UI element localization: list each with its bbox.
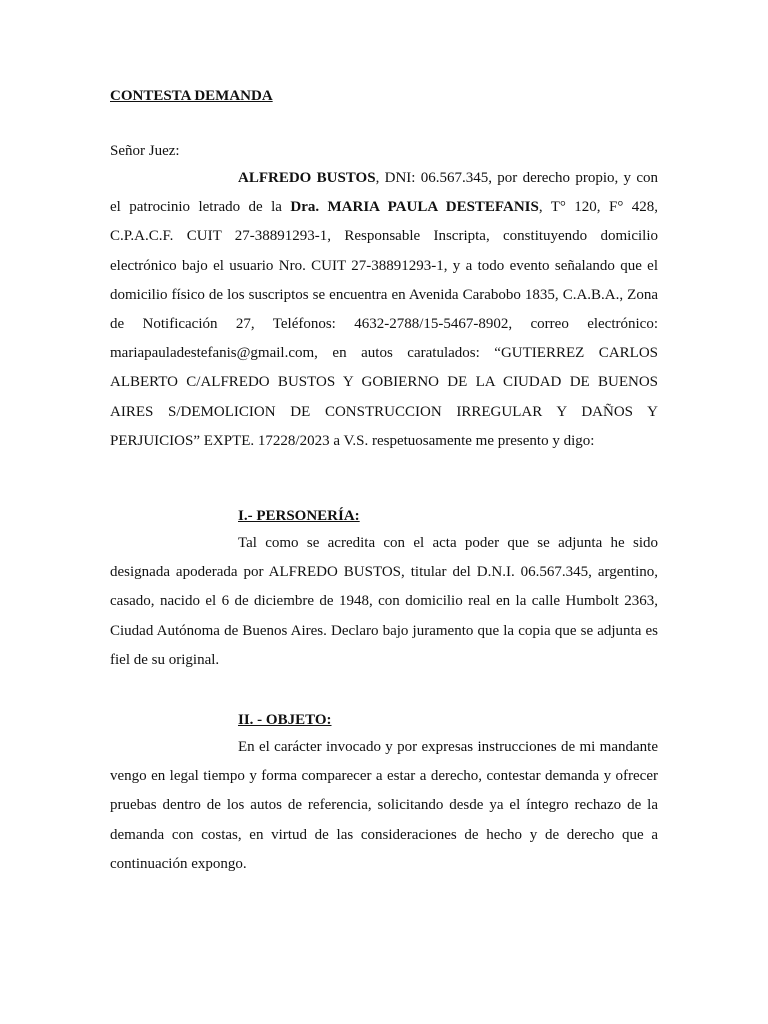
intro-text-part1: , DNI: 06.567.345, por derecho propio, y con el patrocinio letrado de la — [110, 170, 658, 216]
section-text: En el carácter invocado y por expresas instrucciones de mi mandante vengo en legal tiempo y forma comparecer a estar a derecho, contestar demanda y ofrecer pruebas dentro de los autos de referencia, solicitando desde ya el íntegro rechazo de la demanda con costas, en virtud de las consideraciones de hecho y de derecho que a continuación expongo. — [110, 739, 658, 872]
document-title: CONTESTA DEMANDA — [110, 88, 273, 104]
lawyer-name: Dra. MARIA PAULA DESTEFANIS — [290, 199, 539, 216]
section-text: Tal como se acredita con el acta poder que se adjunta he sido designada apoderada por ALFREDO BUSTOS, titular del D.N.I. 06.567.345, argentino, casado, nacido el 6 de diciembre de 1948, con domicilio real en la calle Humbolt 2363, Ciudad Autónoma de Buenos Aires. Declaro bajo juramento que la copia que se adjunta es fiel de su original. — [110, 535, 658, 668]
section-body-objeto — [110, 733, 658, 879]
section-body-personeria — [110, 529, 658, 675]
salutation: Señor Juez: — [110, 143, 180, 159]
defendant-name: ALFREDO BUSTOS — [238, 170, 376, 186]
section-heading-objeto: II. - OBJETO: — [238, 712, 332, 728]
intro-paragraph — [110, 164, 658, 456]
intro-text-part2: , T° 120, F° 428, C.P.A.C.F. CUIT 27-38891293-1, Responsable Inscripta, constituyendo domicilio electrónico bajo el usuario Nro. CUIT 27-38891293-1, y a todo evento señalando que el domicilio físico de los suscriptos se encuentra en Avenida Carabobo 1835, C.A.B.A., Zona de Notificación 27, Teléfonos: 4632-2788/15-5467-8902, correo electrónico: mariapauladestefanis@gmail.com, en autos caratulados: “GUTIERREZ CARLOS ALBERTO C/ALFREDO BUSTOS Y GOBIERNO DE LA CIUDAD DE BUENOS AIRES S/DEMOLICION DE CONSTRUCCION IRREGULAR Y DAÑOS Y PERJUICIOS” EXPTE. 17228/2023 a V.S. respetuosamente me presento y digo: — [110, 199, 658, 449]
section-heading-personeria: I.- PERSONERÍA: — [238, 508, 360, 524]
